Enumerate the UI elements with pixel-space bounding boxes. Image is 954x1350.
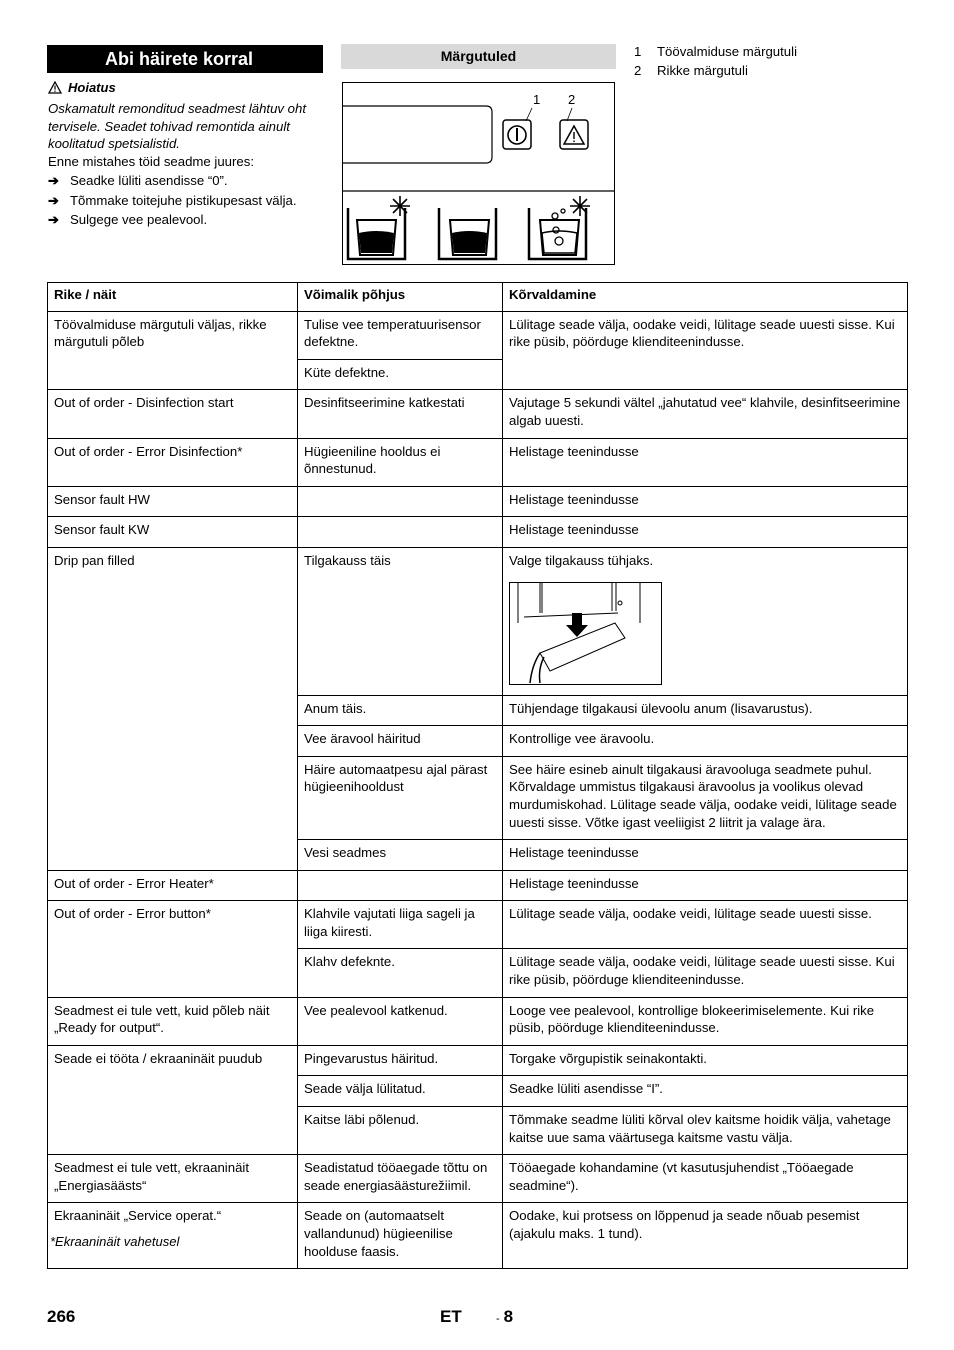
callout-1: 1 [533, 92, 541, 107]
arrow-right-icon: ➔ [48, 192, 60, 208]
arrow-right-icon: ➔ [48, 212, 60, 227]
cause-cell: Seade on (automaatselt vallandunud) hügieenilise hoolduse faasis. [298, 1203, 503, 1269]
remedy-cell [503, 390, 908, 438]
cause-cell: Küte defektne. [298, 359, 503, 390]
remedy-cell [503, 1045, 908, 1076]
cause-cell: Anum täis. [298, 695, 503, 726]
fault-cell: Sensor fault KW [48, 517, 298, 548]
fault-cell: Töövalmiduse märgutuli väljas, rikke märgutuli põleb [48, 311, 298, 390]
remedy-text: See häire esineb ainult tilgakausi äravooluga seadmete puhul. Kõrvaldage ummistus tilgakausi äravoolus ja voolikus olevad murdumiskohad. Lülitage seade välja, oodake veidi, lülitage seade uuesti sisse. Võtke igast veeliigist 2 liitrit ja valage ära. [509, 761, 897, 830]
warning-title: Hoiatus [68, 80, 116, 95]
fault-cell: Out of order - Error Disinfection* [48, 438, 298, 486]
remedy-cell [503, 756, 908, 839]
remedy-cell [503, 1107, 908, 1155]
remedy-text: Kontrollige vee äravoolu. [509, 731, 655, 747]
cause-cell: Pingevarustus häiritud. [298, 1045, 503, 1076]
table-row [48, 1045, 908, 1076]
remedy-text: Valge tilgakauss tühjaks. [509, 552, 654, 568]
cause-cell: Klahvile vajutati liiga sageli ja liiga kiiresti. [298, 901, 503, 949]
chilled-water-button-icon [348, 196, 410, 259]
table-row [48, 486, 908, 517]
remedy-cell [503, 870, 908, 901]
remedy-cell [503, 547, 908, 695]
fault-cell: Seadmest ei tule vett, kuid põleb näit „Ready for output“. [48, 997, 298, 1045]
remedy-cell [503, 840, 908, 871]
footnote: *Ekraaninäit vahetusel [50, 1234, 180, 1249]
fault-cell: Seade ei tööta / ekraaninäit puudub [48, 1045, 298, 1154]
remedy-cell [503, 997, 908, 1045]
panel-drawing [343, 83, 614, 264]
remedy-cell [503, 1076, 908, 1107]
remedy-text: Helistage teenindusse [509, 443, 639, 459]
remedy-cell [503, 901, 908, 949]
troubleshooting-table [47, 282, 908, 1269]
table-row [48, 438, 908, 486]
remedy-cell [503, 1203, 908, 1269]
table-row [48, 517, 908, 548]
table-row [48, 870, 908, 901]
remedy-text: Tõmmake seadme lüliti kõrval olev kaitsme hoidik välja, vahetage kaitse uue sama väärtusega kaitsme vastu välja. [509, 1112, 891, 1145]
remedy-text: Helistage teenindusse [509, 522, 639, 538]
cause-cell: Tilgakauss täis [298, 547, 503, 695]
table-row [48, 1155, 908, 1203]
fault-cell: Seadmest ei tule vett, ekraaninäit „Energiasäästs“ [48, 1155, 298, 1203]
legend-item: 1 Töövalmiduse märgutuli [634, 44, 797, 59]
warning-triangle-icon [48, 81, 62, 94]
remedy-text: Tööaegade kohandamine (vt kasutusjuhendist „Tööaegade seadmine“). [509, 1160, 854, 1193]
remedy-text: Vajutage 5 sekundi vältel „jahutatud vee“ klahvile, desinfitseerimine algab uuesti. [509, 395, 901, 428]
remedy-cell [503, 486, 908, 517]
cause-cell [298, 870, 503, 901]
step-item: ➔ Sulgege vee pealevool. [48, 210, 297, 230]
cause-cell: Vee pealevool katkenud. [298, 997, 503, 1045]
table-body [48, 311, 908, 1269]
remedy-cell [503, 949, 908, 997]
before-text: Enne mistahes töid seadme juures: [48, 154, 254, 169]
remedy-text: Seadke lüliti asendisse “I”. [509, 1081, 663, 1097]
indicators-heading: Märgutuled [341, 44, 616, 69]
remedy-text: Lülitage seade välja, oodake veidi, lülitage seade uuesti sisse. Kui rike püsib, pöörduge klienditeenindusse. [509, 954, 895, 988]
step-item: ➔ Tõmmake toitejuhe pistikupesast välja. [48, 191, 297, 211]
control-panel-illustration [342, 82, 615, 265]
cause-cell: Hügieeniline hooldus ei õnnestunud. [298, 438, 503, 486]
fault-cell: Out of order - Error Heater* [48, 870, 298, 901]
cause-cell: Tulise vee temperatuurisensor defektne. [298, 311, 503, 359]
remedy-text: Helistage teenindusse [509, 845, 639, 861]
fault-indicator-icon [560, 120, 588, 149]
remedy-text: Lülitage seade välja, oodake veidi, lülitage seade uuesti sisse. Kui rike püsib, pöörduge klienditeenindusse. [509, 316, 895, 350]
cause-cell: Vesi seadmes [298, 840, 503, 871]
cause-cell [298, 486, 503, 517]
column-header: Rike / näit [48, 283, 298, 312]
remedy-cell [503, 726, 908, 757]
arrow-right-icon: ➔ [48, 173, 60, 188]
step-item: ➔ Seadke lüliti asendisse “0”. [48, 171, 297, 191]
remedy-text: Looge vee pealevool, kontrollige blokeerimiselemente. Kui rike püsib, pöörduge klienditeenindusse. [509, 1002, 875, 1036]
drip-pan-illustration [509, 582, 662, 685]
cause-cell [298, 517, 503, 548]
table-row [48, 390, 908, 438]
step-list [48, 171, 297, 230]
page-reference: - 8 [496, 1307, 514, 1326]
sparkling-water-button-icon [529, 196, 590, 259]
remedy-text: Torgake võrgupistik seinakontakti. [509, 1050, 707, 1066]
remedy-cell [503, 695, 908, 726]
remedy-cell [503, 438, 908, 486]
ready-indicator-icon [503, 120, 531, 149]
table-row [48, 901, 908, 949]
table-row [48, 311, 908, 359]
fault-cell: Sensor fault HW [48, 486, 298, 517]
remedy-text: Helistage teenindusse [509, 491, 639, 507]
fault-cell: Out of order - Disinfection start [48, 390, 298, 438]
table-header-row [48, 283, 908, 312]
remedy-cell [503, 1155, 908, 1203]
remedy-text: Helistage teenindusse [509, 875, 639, 891]
cause-cell: Kaitse läbi põlenud. [298, 1107, 503, 1155]
table-row [48, 997, 908, 1045]
warning-text: Oskamatult remonditud seadmest lähtuv oht tervisele. Seadet tohivad remontida ainult koolitatud spetsialistid. [48, 101, 307, 151]
still-water-button-icon [439, 208, 496, 259]
callout-2: 2 [568, 92, 576, 107]
page-number: 266 [47, 1307, 76, 1326]
remedy-cell [503, 311, 908, 390]
warning-heading [48, 80, 116, 95]
remedy-cell [503, 517, 908, 548]
cause-cell: Seade välja lülitatud. [298, 1076, 503, 1107]
fault-cell: Ekraaninäit „Service operat.“ [48, 1203, 298, 1269]
remedy-text: Tühjendage tilgakausi ülevoolu anum (lisavarustus). [509, 700, 813, 716]
fault-cell: Drip pan filled [48, 547, 298, 870]
column-header: Kõrvaldamine [503, 283, 908, 312]
language-code: ET [440, 1307, 462, 1326]
indicator-legend [634, 42, 797, 80]
section-title: Abi häirete korral [47, 45, 323, 73]
table-row [48, 547, 908, 695]
cause-cell: Seadistatud tööaegade tõttu on seade energiasäästurežiimil. [298, 1155, 503, 1203]
legend-item: 2 Rikke märgutuli [634, 63, 748, 78]
remedy-text: Lülitage seade välja, oodake veidi, lülitage seade uuesti sisse. [509, 906, 872, 922]
cause-cell: Häire automaatpesu ajal pärast hügieenihooldust [298, 756, 503, 839]
cause-cell: Klahv defeknte. [298, 949, 503, 997]
remedy-text: Oodake, kui protsess on lõppenud ja seade nõuab pesemist (ajakulu maks. 1 tund). [509, 1208, 860, 1241]
cause-cell: Vee äravool häiritud [298, 726, 503, 757]
cause-cell: Desinfitseerimine katkestati [298, 390, 503, 438]
column-header: Võimalik põhjus [298, 283, 503, 312]
fault-cell: Out of order - Error button* [48, 901, 298, 997]
